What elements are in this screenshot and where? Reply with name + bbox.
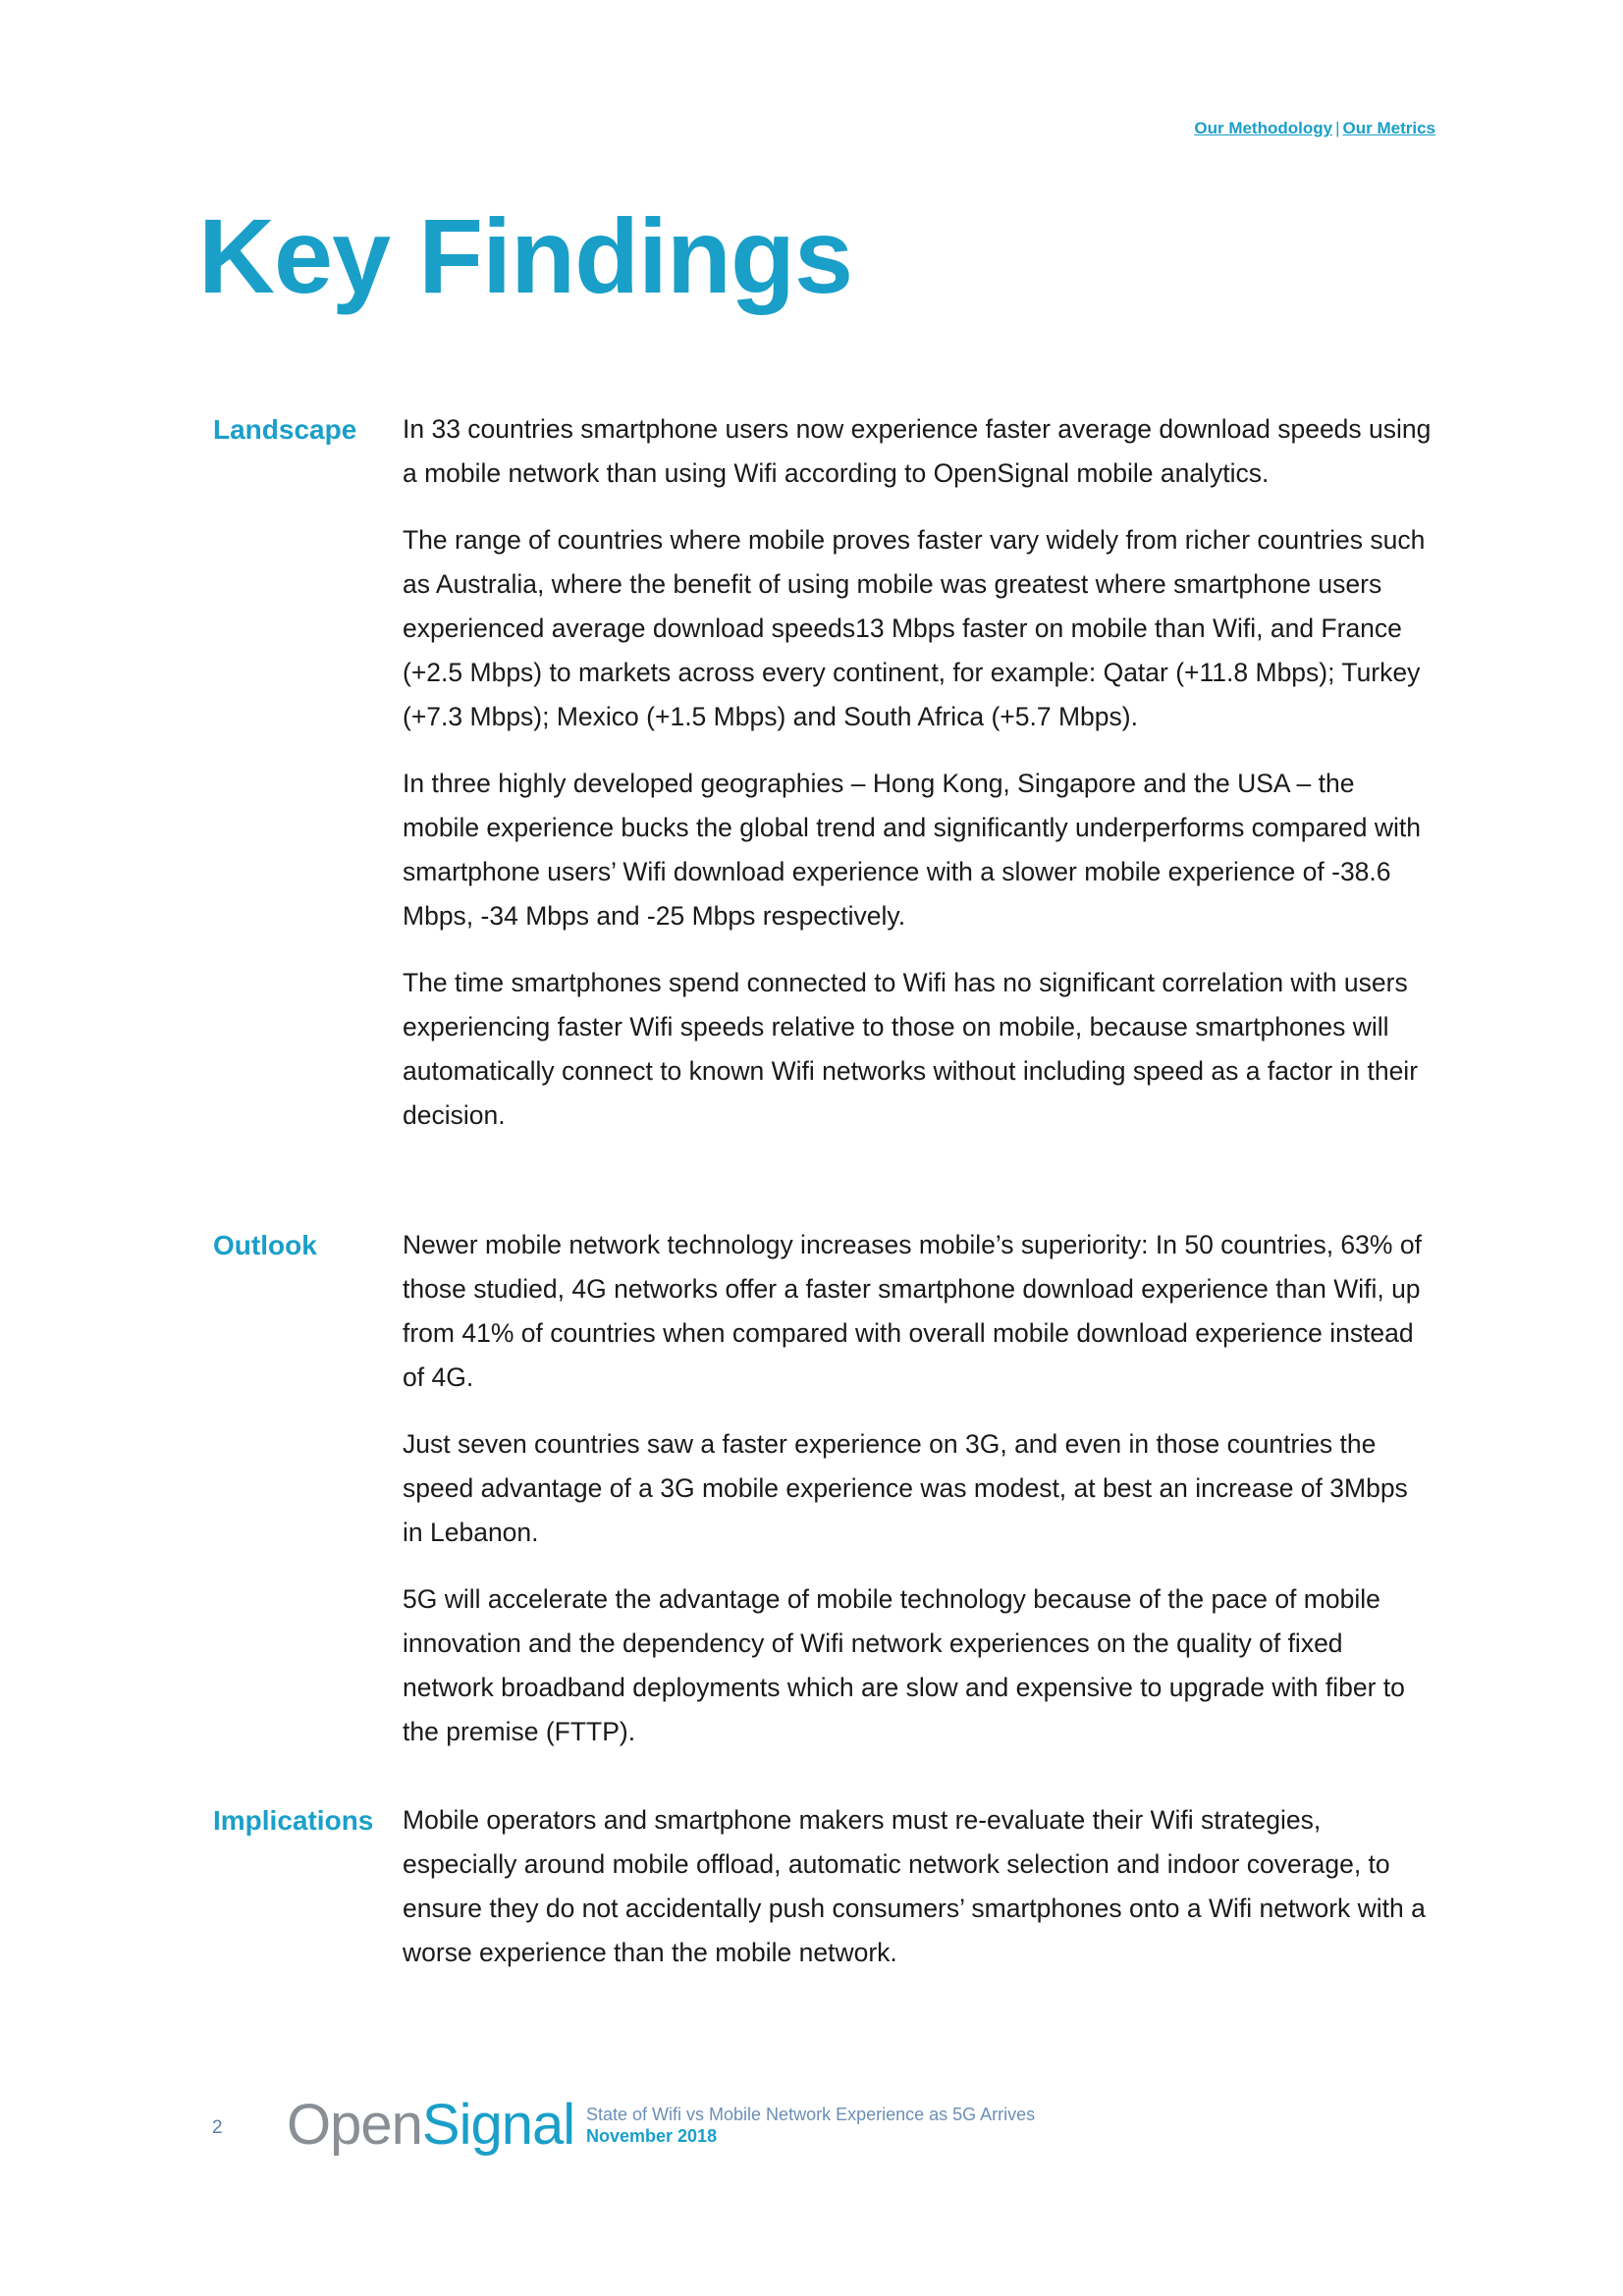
opensignal-logo (287, 2093, 575, 2157)
footer (0, 2091, 1623, 2169)
page-title: Key Findings (198, 196, 853, 315)
section-body-outlook (403, 1223, 1434, 1777)
paragraph: The range of countries where mobile proves faster vary widely from richer countries such as Australia, where the benefit of using mobile was greatest where smartphone users experienced average download speeds13 Mbps faster on mobile than Wifi, and France (+2.5 Mbps) to markets across every continent, for example: Qatar (+11.8 Mbps); Turkey (+7.3 Mbps); Mexico (+1.5 Mbps) and South Africa (+5.7 Mbps). (403, 525, 1426, 731)
paragraph: In three highly developed geographies – Hong Kong, Singapore and the USA – the mobile experience bucks the global trend and significantly underperforms compared with smartphone users’ Wifi download experience with a slower mobile experience of -38.6 Mbps, -34 Mbps and -25 Mbps respectively. (403, 769, 1422, 931)
paragraph: Just seven countries saw a faster experience on 3G, and even in those countries the speed advantage of a 3G mobile experience was modest, at best an increase of 3Mbps in Lebanon. (403, 1429, 1408, 1547)
page-number: 2 (212, 2117, 223, 2138)
document-date: November 2018 (586, 2126, 718, 2146)
section-body-implications (403, 1798, 1434, 1998)
logo-text-open: Open (287, 2093, 422, 2157)
metrics-link[interactable]: Our Metrics (1342, 119, 1435, 137)
footer-document-info (586, 2104, 1035, 2147)
section-label-implications: Implications (213, 1805, 374, 1836)
paragraph: The time smartphones spend connected to Wifi has no significant correlation with users experiencing faster Wifi speeds relative to those on mobile, because smartphones will automatically connect to known Wifi networks without including speed as a factor in their decision. (403, 968, 1419, 1130)
section-label-landscape: Landscape (213, 414, 357, 445)
paragraph: In 33 countries smartphone users now experience faster average download speeds using a mobile network than using Wifi according to OpenSignal mobile analytics. (403, 414, 1432, 488)
section-body-landscape (403, 407, 1434, 1160)
paragraph: Mobile operators and smartphone makers must re-evaluate their Wifi strategies, especially around mobile offload, automatic network selection and indoor coverage, to ensure they do not accidentally push consumers’ smartphones onto a Wifi network with a worse experience than the mobile network. (403, 1805, 1426, 1967)
header-link-separator: | (1335, 119, 1340, 137)
logo-text-signal: Signal (421, 2093, 575, 2157)
header-links (1194, 119, 1435, 138)
document-title: State of Wifi vs Mobile Network Experience as 5G Arrives (586, 2105, 1036, 2124)
paragraph: Newer mobile network technology increases mobile’s superiority: In 50 countries, 63% of those studied, 4G networks offer a faster smartphone download experience than Wifi, up from 41% of countries when compared with overall mobile download experience instead of 4G. (403, 1230, 1422, 1392)
methodology-link[interactable]: Our Methodology (1194, 119, 1333, 137)
section-label-outlook: Outlook (213, 1230, 317, 1260)
paragraph: 5G will accelerate the advantage of mobile technology because of the pace of mobile innovation and the dependency of Wifi network experiences on the quality of fixed network broadband deployments which are slow and expensive to upgrade with fiber to the premise (FTTP). (403, 1584, 1405, 1746)
